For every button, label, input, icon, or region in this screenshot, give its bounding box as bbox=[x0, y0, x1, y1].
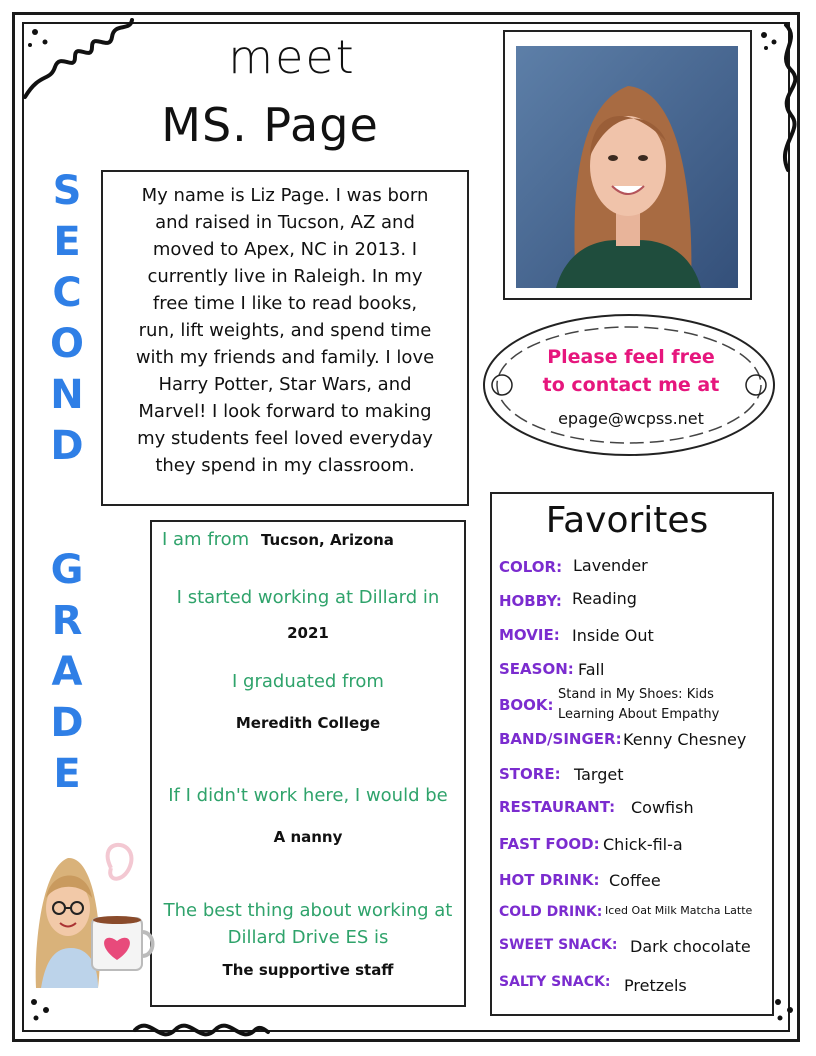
contact-line-1: Please feel free bbox=[547, 346, 715, 368]
started-label: I started working at Dillard in bbox=[176, 587, 440, 608]
vertical-letter: N bbox=[50, 372, 84, 418]
favorite-value: Fall bbox=[578, 660, 605, 679]
favorite-value: Inside Out bbox=[572, 626, 654, 645]
favorites-title: Favorites bbox=[545, 500, 709, 541]
bio-line: with my friends and family. I love bbox=[135, 347, 435, 368]
else-value: A nanny bbox=[273, 828, 343, 846]
favorite-value: Lavender bbox=[573, 556, 648, 575]
favorite-value: Chick-fil-a bbox=[603, 835, 683, 854]
contact-email[interactable]: epage@wcpss.net bbox=[558, 409, 704, 428]
title-meet: meet bbox=[228, 30, 356, 84]
vertical-letter: E bbox=[53, 219, 81, 265]
dots-bottom-right-icon bbox=[770, 996, 800, 1026]
favorite-label: SEASON: bbox=[499, 660, 574, 678]
swirl-bottom-icon bbox=[130, 1010, 270, 1050]
favorite-value: Reading bbox=[572, 589, 637, 608]
title-name: MS. Page bbox=[161, 98, 379, 152]
favorite-label: RESTAURANT: bbox=[499, 798, 616, 816]
graduated-label: I graduated from bbox=[232, 671, 384, 692]
favorite-label: HOT DRINK: bbox=[499, 871, 600, 889]
vertical-letter: R bbox=[51, 598, 83, 644]
vertical-letter: O bbox=[49, 321, 84, 367]
vertical-letter: E bbox=[53, 751, 81, 797]
favorite-value: Dark chocolate bbox=[630, 937, 751, 956]
favorite-value: Target bbox=[574, 765, 624, 784]
swirl-top-left-icon bbox=[20, 12, 140, 102]
started-value: 2021 bbox=[287, 624, 329, 642]
vertical-letter: C bbox=[52, 270, 82, 316]
vertical-second bbox=[44, 166, 90, 472]
bio-line: Harry Potter, Star Wars, and bbox=[158, 374, 412, 395]
favorite-label: FAST FOOD: bbox=[499, 835, 600, 853]
favorite-label: SALTY SNACK: bbox=[499, 974, 611, 990]
from-value: Tucson, Arizona bbox=[260, 531, 394, 549]
bio-line: free time I like to read books, bbox=[152, 293, 418, 314]
vertical-letter: D bbox=[50, 423, 84, 469]
favorite-value: Kenny Chesney bbox=[623, 730, 747, 749]
vertical-letter: D bbox=[50, 700, 84, 746]
bio-line: moved to Apex, NC in 2013. I bbox=[152, 239, 418, 260]
bio-line: run, lift weights, and spend time bbox=[138, 320, 432, 341]
graduated-value: Meredith College bbox=[235, 714, 381, 732]
best-label-1: The best thing about working at bbox=[163, 900, 453, 921]
bio-line: they spend in my classroom. bbox=[155, 455, 415, 476]
bio-line: My name is Liz Page. I was born bbox=[141, 185, 429, 206]
vertical-letter: S bbox=[52, 168, 82, 214]
vertical-letter: G bbox=[50, 547, 84, 593]
bio-line: currently live in Raleigh. In my bbox=[147, 266, 423, 287]
bio-box bbox=[101, 170, 469, 506]
favorite-label: COLOR: bbox=[499, 558, 563, 576]
dots-bottom-left-icon bbox=[28, 996, 58, 1026]
best-value: The supportive staff bbox=[222, 961, 394, 979]
from-label: I am from bbox=[162, 529, 250, 550]
swirl-top-right-icon bbox=[756, 20, 812, 180]
best-label-2: Dillard Drive ES is bbox=[227, 927, 389, 948]
favorite-label: HOBBY: bbox=[499, 592, 562, 610]
bio-line: Marvel! I look forward to making bbox=[138, 401, 432, 422]
teacher-photo bbox=[516, 46, 738, 288]
favorite-value: Cowfish bbox=[631, 798, 694, 817]
else-label: If I didn't work here, I would be bbox=[168, 785, 448, 806]
from-row bbox=[150, 526, 466, 554]
favorite-value-line-2: Learning About Empathy bbox=[558, 707, 720, 722]
favorite-value: Coffee bbox=[609, 871, 661, 890]
favorite-value: Iced Oat Milk Matcha Latte bbox=[605, 904, 753, 917]
favorite-label: SWEET SNACK: bbox=[499, 937, 618, 953]
contact-heading bbox=[520, 343, 742, 399]
bitmoji-avatar-icon bbox=[26, 828, 156, 988]
favorite-label: BAND/SINGER: bbox=[499, 730, 622, 748]
favorite-value: Pretzels bbox=[624, 976, 687, 995]
bio-line: and raised in Tucson, AZ and bbox=[155, 212, 415, 233]
vertical-letter: A bbox=[51, 649, 83, 695]
contact-line-2: to contact me at bbox=[542, 374, 720, 396]
favorite-label: MOVIE: bbox=[499, 626, 560, 644]
vertical-grade bbox=[44, 545, 90, 800]
favorite-label: BOOK: bbox=[499, 696, 554, 714]
favorite-label: COLD DRINK: bbox=[499, 904, 603, 920]
bio-line: my students feel loved everyday bbox=[137, 428, 433, 449]
favorite-label: STORE: bbox=[499, 765, 561, 783]
favorite-value-line-1: Stand in My Shoes: Kids bbox=[558, 687, 714, 702]
